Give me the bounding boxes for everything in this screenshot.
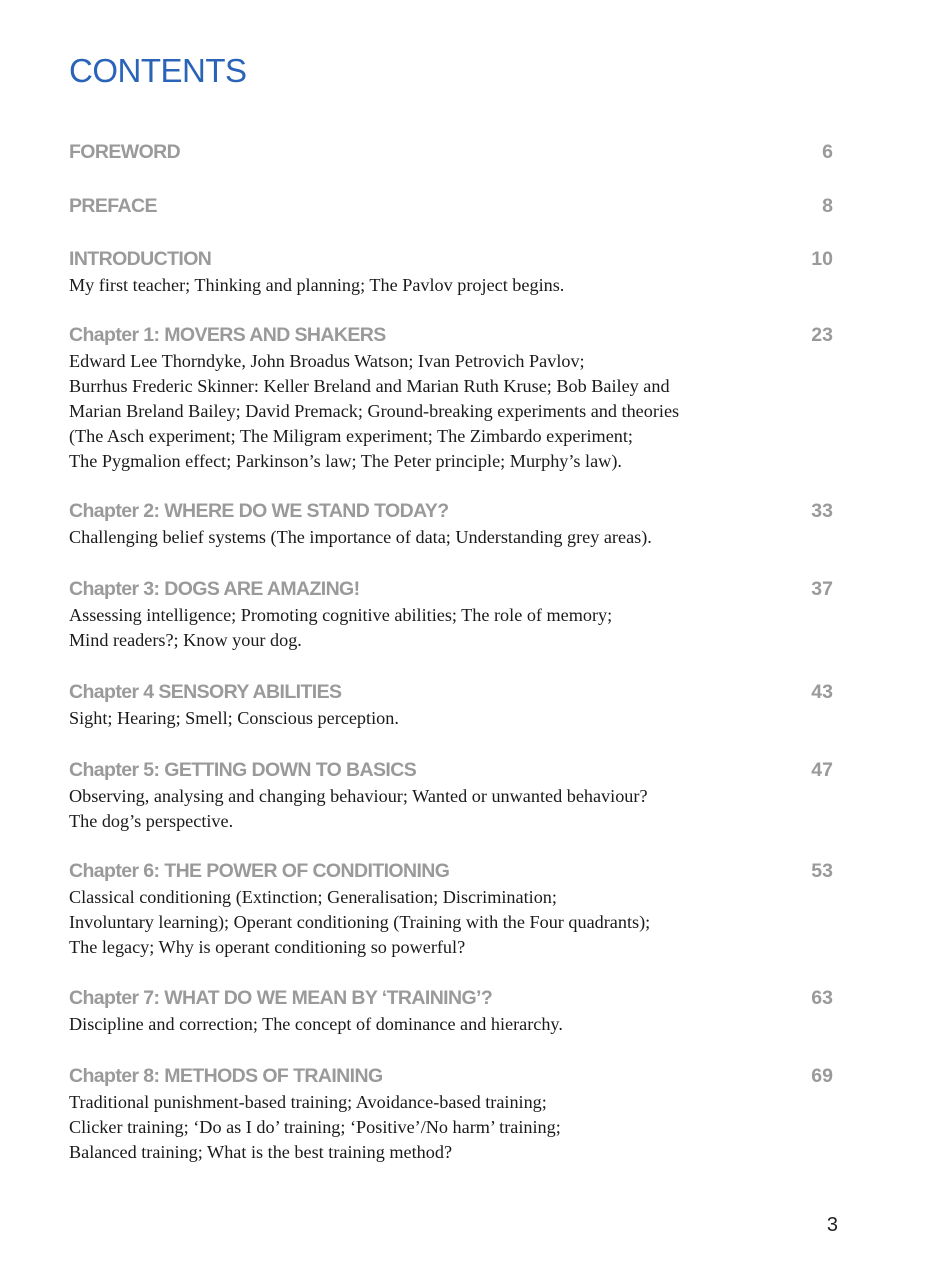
toc-entry-description [69, 273, 769, 298]
toc-entry-description-line: Challenging belief systems (The importance of data; Understanding grey areas). [69, 527, 652, 547]
toc-entry-description [69, 349, 769, 474]
toc-entry-title: Chapter 6: THE POWER OF CONDITIONING [69, 860, 450, 882]
toc-entry [69, 141, 833, 169]
toc-entry-page-number: 47 [811, 759, 833, 781]
toc-entry-title: Chapter 7: WHAT DO WE MEAN BY ‘TRAINING’? [69, 987, 493, 1009]
toc-entry-header [69, 195, 833, 223]
toc-entry-description [69, 706, 769, 731]
toc-entry-page-number: 8 [822, 195, 833, 217]
toc-entry-description-line: Traditional punishment-based training; Avoidance-based training; [69, 1092, 547, 1112]
toc-entry-title: Chapter 2: WHERE DO WE STAND TODAY? [69, 500, 449, 522]
toc-entry-header [69, 1065, 833, 1093]
toc-entry-page-number: 33 [811, 500, 833, 522]
toc-entry-page-number: 37 [811, 578, 833, 600]
toc-entry-description [69, 525, 769, 550]
toc-entry-description [69, 885, 769, 960]
toc-entry [69, 1065, 833, 1165]
toc-entry-header [69, 860, 833, 888]
toc-entry-page-number: 10 [811, 248, 833, 270]
toc-entry-description [69, 784, 769, 834]
toc-entry-description-line: Sight; Hearing; Smell; Conscious perception. [69, 708, 399, 728]
toc-entry-page-number: 69 [811, 1065, 833, 1087]
toc-entry-header [69, 759, 833, 787]
toc-entry-header [69, 500, 833, 528]
toc-entry-page-number: 63 [811, 987, 833, 1009]
toc-entry-page-number: 53 [811, 860, 833, 882]
toc-entry-description-line: Involuntary learning); Operant conditioning (Training with the Four quadrants); [69, 912, 651, 932]
toc-entry-description-line: Discipline and correction; The concept of dominance and hierarchy. [69, 1014, 563, 1034]
toc-entry-title: Chapter 3: DOGS ARE AMAZING! [69, 578, 360, 600]
toc-entry-description-line: Observing, analysing and changing behaviour; Wanted or unwanted behaviour? [69, 786, 648, 806]
toc-entry-description-line: Edward Lee Thorndyke, John Broadus Watson; Ivan Petrovich Pavlov; [69, 351, 585, 371]
toc-entry-header [69, 578, 833, 606]
toc-entry-title: Chapter 1: MOVERS AND SHAKERS [69, 324, 386, 346]
toc-entry [69, 578, 833, 653]
toc-entry-page-number: 43 [811, 681, 833, 703]
toc-entry-title: FOREWORD [69, 141, 181, 163]
toc-entry-description-line: (The Asch experiment; The Miligram experiment; The Zimbardo experiment; [69, 426, 633, 446]
toc-entry-title: Chapter 8: METHODS OF TRAINING [69, 1065, 383, 1087]
toc-entry-page-number: 23 [811, 324, 833, 346]
toc-entry [69, 987, 833, 1037]
toc-entry-description [69, 1012, 769, 1037]
toc-entry [69, 195, 833, 223]
toc-entry-description-line: My first teacher; Thinking and planning; The Pavlov project begins. [69, 275, 565, 295]
toc-entry-description-line: Balanced training; What is the best training method? [69, 1142, 453, 1162]
toc-entry [69, 324, 833, 474]
toc-entry-title: INTRODUCTION [69, 248, 212, 270]
toc-entry-description-line: Burrhus Frederic Skinner: Keller Breland and Marian Ruth Kruse; Bob Bailey and [69, 376, 670, 396]
page-number: 3 [826, 1214, 838, 1236]
toc-entry-header [69, 324, 833, 352]
toc-entry [69, 248, 833, 298]
toc-entry-description-line: The legacy; Why is operant conditioning so powerful? [69, 937, 466, 957]
toc-entry [69, 500, 833, 550]
toc-entry-description [69, 603, 769, 653]
toc-entry-title: Chapter 4 SENSORY ABILITIES [69, 681, 342, 703]
toc-entry-title: PREFACE [69, 195, 157, 217]
toc-entry-header [69, 681, 833, 709]
toc-entry-description-line: Marian Breland Bailey; David Premack; Ground-breaking experiments and theories [69, 401, 680, 421]
toc-entry-description [69, 1090, 769, 1165]
toc-entry-description-line: The Pygmalion effect; Parkinson’s law; The Peter principle; Murphy’s law). [69, 451, 622, 471]
toc-entry [69, 681, 833, 731]
toc-entry-title: Chapter 5: GETTING DOWN TO BASICS [69, 759, 417, 781]
toc-entry-header [69, 987, 833, 1015]
toc-entry-header [69, 141, 833, 169]
toc-entry-page-number: 6 [822, 141, 833, 163]
toc-entry-description-line: The dog’s perspective. [69, 811, 234, 831]
toc-entry-description-line: Classical conditioning (Extinction; Generalisation; Discrimination; [69, 887, 557, 907]
page-title: CONTENTS [69, 52, 247, 89]
toc-entry-description-line: Clicker training; ‘Do as I do’ training; ‘Positive’/No harm’ training; [69, 1117, 561, 1137]
toc-entry-description-line: Assessing intelligence; Promoting cognitive abilities; The role of memory; [69, 605, 613, 625]
toc-entry [69, 759, 833, 834]
toc-entry-description-line: Mind readers?; Know your dog. [69, 630, 302, 650]
toc-entry [69, 860, 833, 960]
toc-entry-header [69, 248, 833, 276]
